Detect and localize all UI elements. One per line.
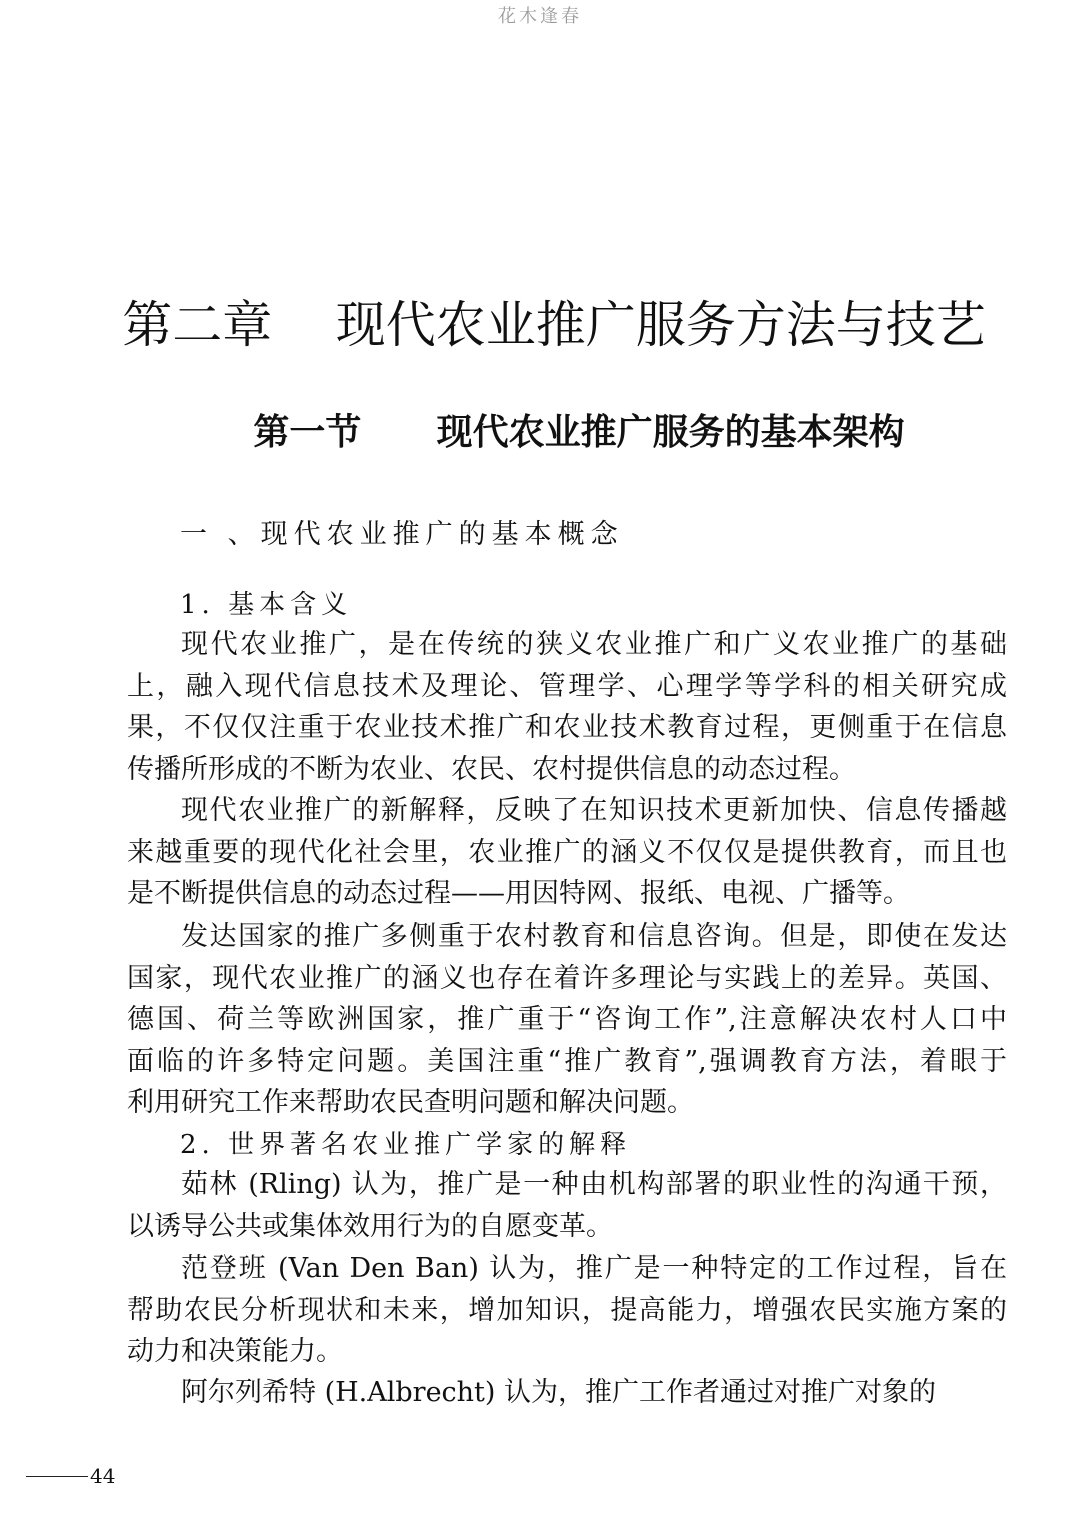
paragraph-1 <box>127 624 1007 790</box>
subheading-basic-meaning: 1. 基本含义 <box>180 590 353 620</box>
paragraph-2 <box>127 790 1007 915</box>
text-line: 传播所形成的不断为农业、农民、农村提供信息的动态过程。 <box>127 753 856 785</box>
text-line: 现代农业推广的新解释，反映了在知识技术更新加快、信息传播越 <box>181 795 1007 826</box>
text-line: 现代农业推广，是在传统的狭义农业推广和广义农业推广的基础 <box>181 629 1007 660</box>
text-line: 国家，现代农业推广的涵义也存在着许多理论与实践上的差异。英国、 <box>127 962 1007 994</box>
text-line: 范登班 (Van Den Ban) 认为，推广是一种特定的工作过程，旨在 <box>181 1253 1007 1284</box>
text-line: 来越重要的现代化社会里，农业推广的涵义不仅仅是提供教育，而且也 <box>127 836 1007 868</box>
heading-basic-concept: 一 、现代农业推广的基本概念 <box>180 519 624 550</box>
paragraph-5 <box>127 1248 1007 1373</box>
page-footer <box>26 1464 115 1488</box>
text-line: 利用研究工作来帮助农民查明问题和解决问题。 <box>127 1087 694 1118</box>
paragraph-3 <box>127 916 1007 1124</box>
chapter-title: 第二章 现代农业推广服务方法与技艺 <box>122 296 986 354</box>
text-line: 茹林 (Rling) 认为，推广是一种由机构部署的职业性的沟通干预， <box>181 1169 1007 1200</box>
text-line: 以诱导公共或集体效用行为的自愿变革。 <box>127 1210 613 1242</box>
text-line: 果，不仅仅注重于农业技术推广和农业技术教育过程，更侧重于在信息 <box>127 712 1007 743</box>
page-number: 44 <box>90 1464 116 1488</box>
text-line: 动力和决策能力。 <box>127 1336 343 1367</box>
section-title: 第一节 现代农业推广服务的基本架构 <box>253 412 905 453</box>
text-line: 面临的许多特定问题。美国注重“推广教育”,强调教育方法，着眼于 <box>127 1045 1007 1077</box>
paragraph-6 <box>127 1372 1007 1414</box>
text-line: 上，融入现代信息技术及理论、管理学、心理学等学科的相关研究成 <box>127 670 1007 702</box>
subheading-famous-scholars: 2. 世界著名农业推广学家的解释 <box>180 1130 632 1160</box>
text-line: 发达国家的推广多侧重于农村教育和信息咨询。但是，即使在发达 <box>181 921 1007 952</box>
text-line: 帮助农民分析现状和未来，增加知识，提高能力，增强农民实施方案的 <box>127 1294 1007 1326</box>
text-line: 阿尔列希特 (H.Albrecht) 认为，推广工作者通过对推广对象的 <box>181 1377 937 1408</box>
footer-rule <box>26 1476 88 1477</box>
text-line: 德国、荷兰等欧洲国家，推广重于“咨询工作”,注意解决农村人口中 <box>127 1004 1007 1035</box>
paragraph-4 <box>127 1164 1007 1247</box>
text-line: 是不断提供信息的动态过程——用因特网、报纸、电视、广播等。 <box>127 878 910 909</box>
header-watermark: 花木逢春 <box>498 6 582 27</box>
